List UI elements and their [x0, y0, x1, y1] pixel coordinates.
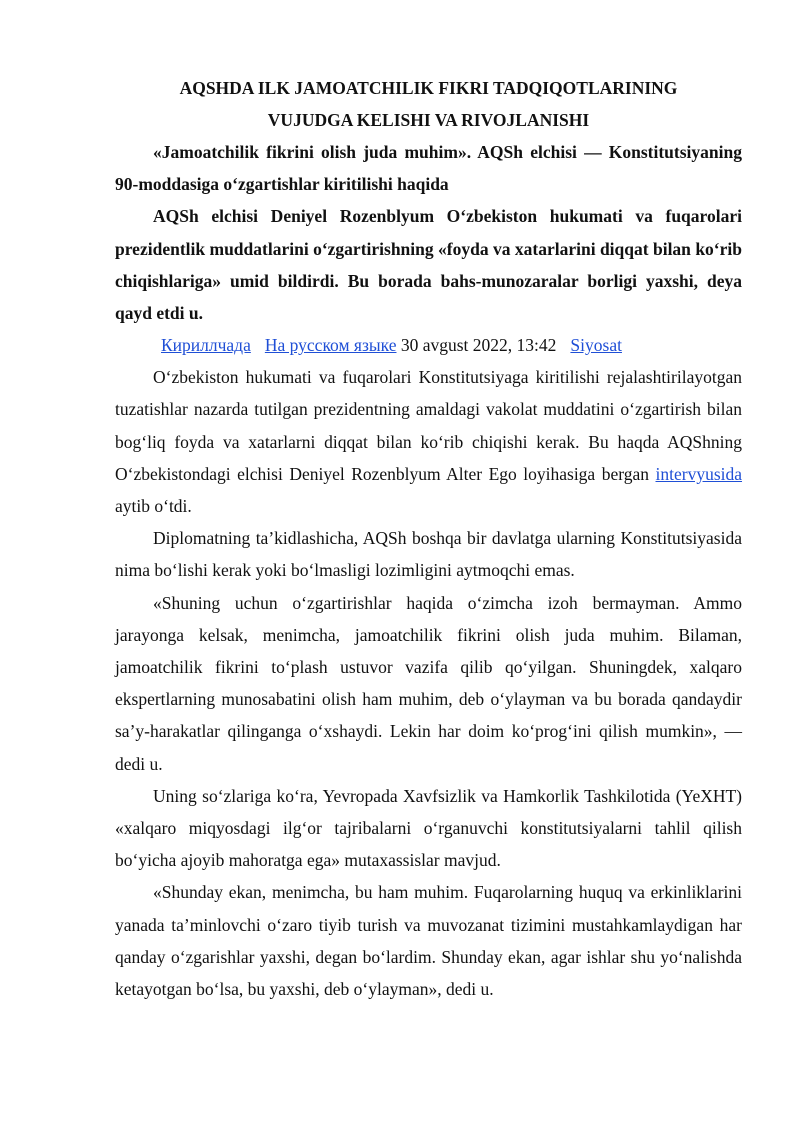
- paragraph-3: «Shuning uchun o‘zgartirishlar haqida o‘zimcha izoh bermayman. Ammo jarayonga kelsak, menimcha, jamoatchilik fikrini olish juda muhim. Bilaman, jamoatchilik fikrini to‘plash ustuvor vazifa qilib qo‘yilgan. Shuningdek, xalqaro ekspertlarning munosabatini olish ham muhim, deb o‘ylayman va bu borada qandaydir sa’y-harakatlar qilinganga o‘xshaydi. Lekin har doim ko‘prog‘ini qilish mumkin», — dedi u.: [115, 592, 742, 774]
- paragraph-2: Diplomatning ta’kidlashicha, AQSh boshqa bir davlatga ularning Konstitutsiyasida nima bo‘lishi kerak yoki bo‘lmasligi lozimligini aytmoqchi emas.: [115, 528, 742, 581]
- document-page: [115, 72, 742, 1005]
- paragraph-1-text: O‘zbekiston hukumati va fuqarolari Konstitutsiyaga kiritilishi rejalashtirilayotgan tuzatishlar nazarda tutilgan prezidentning amaldagi vakolat muddatini o‘zgartirish bilan bog‘liq foyda va xatarlarni diqqat bilan ko‘rib chiqishi kerak. Bu haqda AQShning O‘zbekistondagi elchisi Deniyel Rozenblyum Alter Ego loyihasiga bergan: [115, 367, 742, 484]
- title-line-1: AQSHDA ILK JAMOATCHILIK FIKRI TADQIQOTLARINING: [179, 78, 678, 98]
- document-title: [115, 72, 742, 136]
- interview-link[interactable]: intervyusida: [655, 463, 743, 484]
- paragraph-5: «Shunday ekan, menimcha, bu ham muhim. Fuqarolarning huquq va erkinliklarini yanada ta’minlovchi o‘zaro tiyib turish va muvozanat tizimini mustahkamlaydigan har qanday o‘zgarishlar yaxshi, degan bo‘lardim. Shunday ekan, agar ishlar shu yo‘nalishda ketayotgan bo‘lsa, bu yaxshi, deb o‘ylayman», dedi u.: [115, 882, 742, 1000]
- publish-date: 30 avgust 2022, 13:42: [400, 335, 557, 356]
- paragraph-1: [115, 361, 742, 522]
- russian-link[interactable]: На русском языке: [264, 335, 397, 356]
- cyrillic-link[interactable]: Кириллчада: [161, 335, 251, 356]
- category-link[interactable]: Siyosat: [570, 335, 622, 356]
- article-heading: «Jamoatchilik fikrini olish juda muhim». AQSh elchisi — Konstitutsiyaning 90-moddasiga o‘zgartishlar kiritilishi haqida: [115, 142, 742, 195]
- paragraph-1-end: aytib o‘tdi.: [115, 496, 192, 517]
- paragraph-4: Uning so‘zlariga ko‘ra, Yevropada Xavfsizlik va Hamkorlik Tashkilotida (YeXHT) «xalqaro miqyosdagi ilg‘or tajribalarni o‘rganuvchi konstitutsiyalarni tahlil qilish bo‘yicha ajoyib mahoratga ega» mutaxassislar mavjud.: [115, 785, 742, 871]
- title-line-2: VUJUDGA KELISHI VA RIVOJLANISHI: [267, 110, 590, 130]
- article-summary: AQSh elchisi Deniyel Rozenblyum O‘zbekiston hukumati va fuqarolari prezidentlik muddatlarini o‘zgartirishning «foyda va xatarlarini diqqat bilan ko‘rib chiqishlariga» umid bildirdi. Bu borada bahs-munozaralar borligi yaxshi, deya qayd etdi u.: [115, 206, 742, 324]
- article-meta: [115, 329, 742, 361]
